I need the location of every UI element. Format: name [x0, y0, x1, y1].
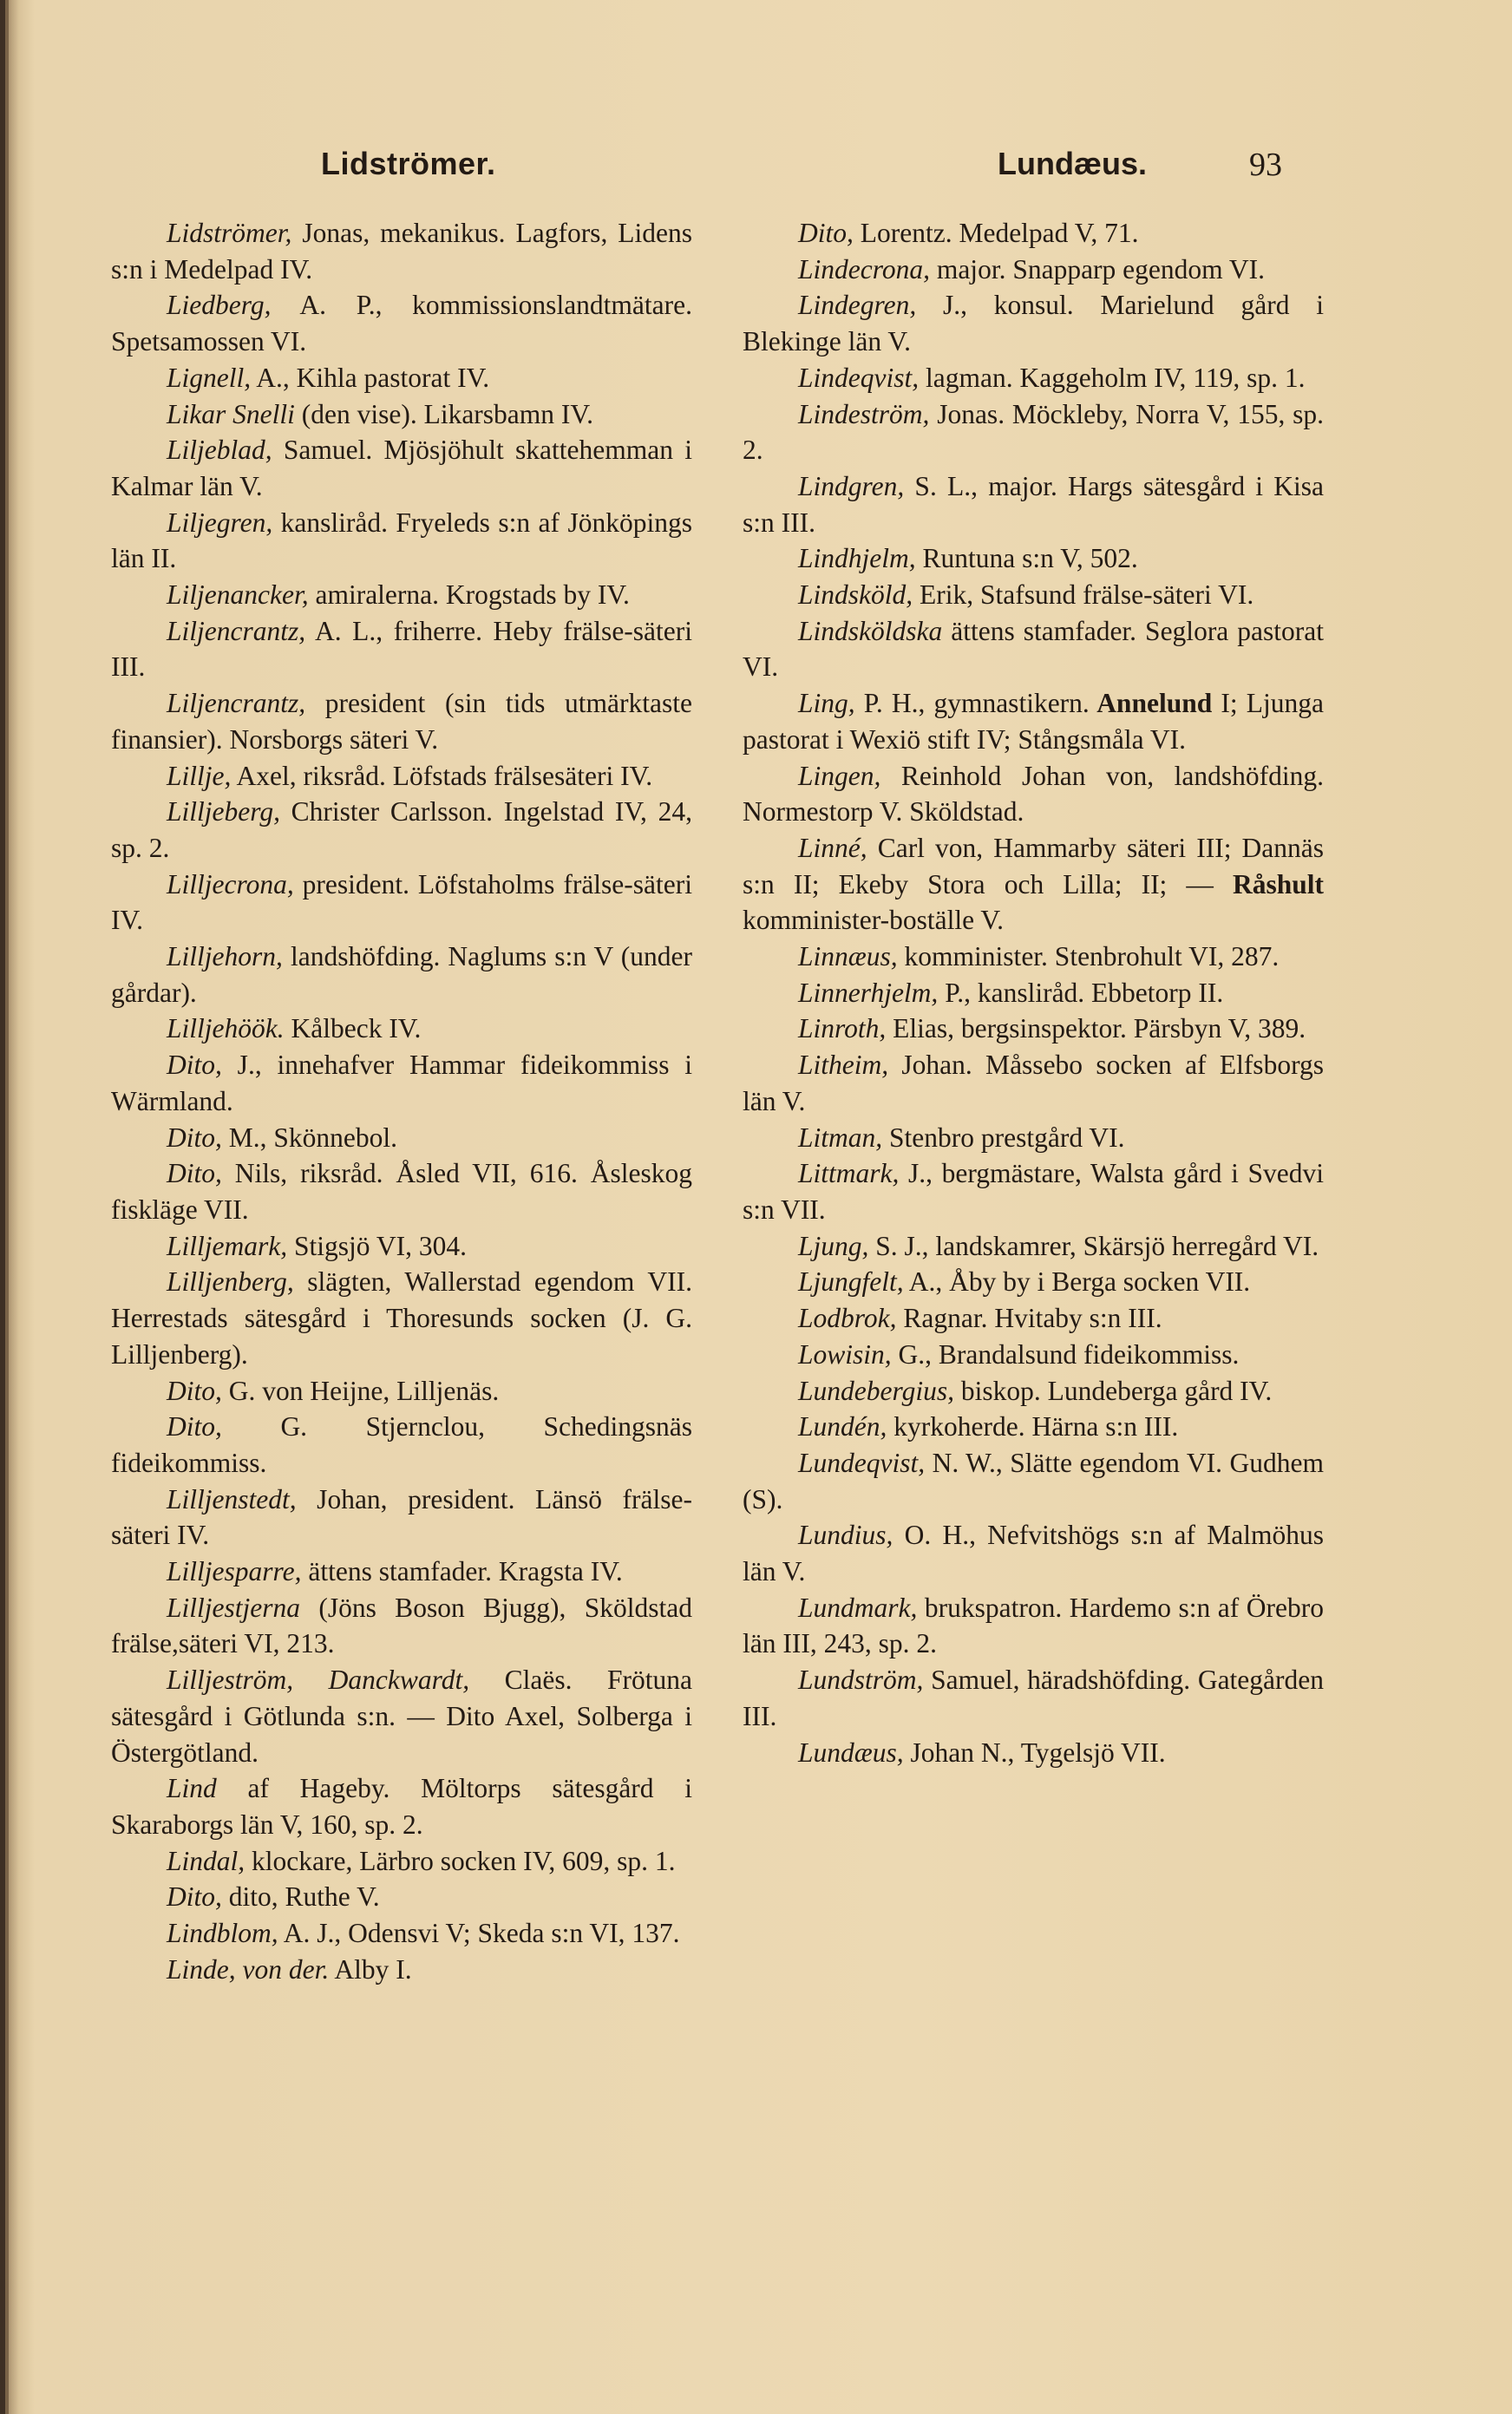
index-entry — [743, 1445, 1324, 1517]
entry-name: Lundebergius, — [798, 1375, 954, 1406]
index-entry — [743, 215, 1324, 252]
index-entry — [111, 1228, 692, 1265]
entry-name: Lundmark, — [798, 1592, 918, 1623]
entry-text: president (sin tids utmärktaste finansier). Norsborgs säteri V. — [111, 688, 692, 755]
index-entry — [111, 432, 692, 504]
index-entry — [743, 830, 1324, 939]
entry-text: brukspatron. Hardemo s:n af Örebro län III, 243, sp. 2. — [743, 1592, 1324, 1659]
entry-name: Dito, — [798, 218, 854, 248]
index-entry — [743, 1373, 1324, 1410]
entry-text: lagman. Kaggeholm IV, 119, sp. 1. — [919, 362, 1306, 393]
entry-name: Linnerhjelm, — [798, 977, 939, 1008]
index-entry — [111, 758, 692, 795]
entry-name: Lidströmer, — [167, 218, 292, 248]
entry-text: landshöfding. Naglums s:n V (under gårdar). — [111, 941, 692, 1008]
entry-text: Alby I. — [329, 1953, 412, 1985]
entry-text: Kålbeck IV. — [284, 1013, 422, 1044]
entry-name: Lundæus, — [798, 1737, 904, 1768]
entry-text: Axel, riksråd. Löfstads frälsesäteri IV. — [231, 760, 653, 791]
index-entry — [743, 287, 1324, 359]
index-entry — [111, 1011, 692, 1047]
entry-name: Linnæus, — [798, 941, 898, 972]
entry-name: Lowisin, — [798, 1338, 892, 1370]
entry-name: Lingen, — [798, 760, 881, 791]
index-entry — [743, 360, 1324, 396]
index-entry — [743, 1517, 1324, 1589]
header-left-word: Lidströmer. — [321, 146, 496, 181]
entry-name: Lindgren, — [798, 470, 905, 501]
entry-text: Reinhold Johan von, landshöfding. Normestorp V. Sköldstad. — [743, 760, 1324, 828]
entry-name: Lindal, — [167, 1845, 245, 1876]
index-entry — [743, 1662, 1324, 1734]
entry-name: Ling, — [798, 688, 855, 719]
entry-name: Lind — [167, 1773, 217, 1804]
entry-name: Ljungfelt, — [798, 1266, 904, 1298]
entry-text: G. von Heijne, Lilljenäs. — [221, 1375, 500, 1406]
index-entry — [743, 396, 1324, 468]
index-entry — [111, 1843, 692, 1880]
entry-text: komminister. Stenbrohult VI, 287. — [897, 941, 1280, 972]
index-entry — [743, 1228, 1324, 1265]
index-entry — [743, 758, 1324, 830]
entry-text: major. Snapparp egendom VI. — [929, 253, 1266, 285]
entry-text: Erik, Stafsund frälse-säteri VI. — [913, 579, 1254, 611]
index-entry — [111, 1554, 692, 1590]
index-entry — [743, 613, 1324, 685]
entry-name: Lilljehorn, — [167, 941, 283, 972]
entry-name: Dito, — [167, 1881, 222, 1913]
entry-name: Linné, — [798, 832, 867, 863]
left-column — [111, 215, 692, 1987]
index-entry — [111, 1047, 692, 1119]
index-entry — [111, 287, 692, 359]
entry-text: G. Stjernclou, Schedingsnäs fideikommiss. — [111, 1411, 692, 1478]
index-entry — [743, 1264, 1324, 1300]
entry-name: Lilljesparre, — [167, 1556, 302, 1587]
entry-name: Lilljehöök. — [167, 1013, 285, 1044]
index-entry — [111, 396, 692, 433]
index-entry — [743, 1120, 1324, 1156]
entry-text: P. H., gymnastikern. — [854, 688, 1090, 719]
entry-name: Dito, — [167, 1158, 222, 1189]
entry-name: Dito, — [167, 1375, 222, 1406]
entry-name: Lindegren, — [798, 290, 917, 321]
entry-text-continued: komminister-boställe V. — [743, 905, 1004, 936]
entry-text: kansliråd. Fryeleds s:n af Jönköpings län II. — [111, 507, 692, 574]
entry-text: J., innehafver Hammar fideikommiss i Wärmland. — [111, 1050, 692, 1116]
entry-name: Lundeqvist, — [798, 1447, 926, 1478]
entry-name: Lundström, — [798, 1665, 924, 1696]
entry-text-continued: I; Ljunga pastorat i Wexiö stift IV; Stångsmåla VI. — [743, 688, 1324, 755]
entry-name: Liljenancker, — [167, 579, 309, 611]
entry-name: Lilljeström, Danckwardt, — [167, 1665, 470, 1696]
index-entry — [743, 577, 1324, 613]
entry-text: Stigsjö VI, 304. — [287, 1230, 467, 1261]
entry-name: Linde, von der. — [167, 1953, 330, 1985]
index-entry — [111, 1952, 692, 1988]
index-entry — [111, 613, 692, 685]
entry-text: O. H., Nefvitshögs s:n af Malmöhus län V. — [743, 1520, 1324, 1587]
entry-text: Johan, president. Länsö frälse-säteri IV. — [111, 1483, 692, 1551]
entry-name: Lilljeberg, — [167, 796, 280, 828]
index-entry — [743, 1047, 1324, 1119]
entry-name: Lilljenstedt, — [167, 1483, 297, 1514]
entry-name: Lundén, — [798, 1411, 887, 1443]
index-entry — [111, 1373, 692, 1410]
entry-name: Lillje, — [167, 760, 232, 791]
entry-name: Lindeström, — [798, 398, 930, 429]
index-entry — [743, 468, 1324, 540]
entry-name: Lilljemark, — [167, 1230, 288, 1261]
entry-name: Litman, — [798, 1122, 883, 1153]
index-entry — [743, 975, 1324, 1011]
index-entry — [111, 1155, 692, 1227]
index-entry — [111, 1879, 692, 1915]
entry-text: Jonas. Möckleby, Norra V, 155, sp. 2. — [743, 398, 1324, 466]
index-entry — [111, 1590, 692, 1662]
entry-name: Lodbrok, — [798, 1303, 897, 1334]
entry-text: A. L., friherre. Heby frälse-säteri III. — [111, 615, 692, 683]
entry-name: Lindblom, — [167, 1918, 278, 1949]
entry-name: Dito, — [167, 1411, 222, 1443]
index-entry — [111, 505, 692, 577]
entry-text: Johan. Måssebo socken af Elfsborgs län V. — [743, 1050, 1324, 1116]
entry-text: Carl von, Hammarby säteri III; Dannäs s:n II; Ekeby Stora och Lilla; II; — — [743, 832, 1324, 900]
entry-text: Johan N., Tygelsjö VII. — [903, 1737, 1166, 1768]
index-entry — [111, 1120, 692, 1156]
index-entry — [111, 1482, 692, 1554]
index-entry — [743, 1590, 1324, 1662]
entry-text: klockare, Lärbro socken IV, 609, sp. 1. — [245, 1845, 676, 1876]
entry-name: Lindhjelm, — [798, 543, 916, 574]
entry-text: ättens stamfader. Kragsta IV. — [301, 1556, 623, 1587]
entry-name: Lilljenberg, — [167, 1266, 294, 1298]
index-entry — [743, 685, 1324, 757]
entry-name: Dito, — [167, 1050, 222, 1081]
index-entry — [111, 685, 692, 757]
entry-name: Lundius, — [798, 1520, 893, 1551]
entry-text: Claës. Frötuna sätesgård i Götlunda s:n. — Dito Axel, Solberga i Östergötland. — [111, 1665, 692, 1768]
index-entry — [743, 1409, 1324, 1445]
entry-bold-place: Annelund — [1089, 688, 1213, 719]
entry-text: N. W., Slätte egendom VI. Gudhem (S). — [743, 1447, 1324, 1514]
entry-text: Nils, riksråd. Åsled VII, 616. Åsleskog fiskläge VII. — [111, 1158, 692, 1225]
index-entry — [111, 1264, 692, 1372]
entry-text: S. J., landskamrer, Skärsjö herregård VI. — [868, 1230, 1319, 1261]
spine-edge — [0, 0, 21, 2414]
entry-text: Samuel. Mjösjöhult skattehemman i Kalmar län V. — [111, 435, 692, 501]
entry-name: Linroth, — [798, 1013, 887, 1044]
entry-text: president. Löfstaholms frälse-säteri IV. — [111, 868, 692, 936]
index-entry — [743, 939, 1324, 975]
index-entry — [111, 867, 692, 939]
entry-name: Litheim, — [798, 1050, 889, 1081]
entry-text: A., Kihla pastorat IV. — [251, 362, 490, 393]
entry-text: Ragnar. Hvitaby s:n III. — [896, 1303, 1162, 1334]
entry-text: S. L., major. Hargs sätesgård i Kisa s:n III. — [743, 470, 1324, 538]
entry-text: ättens stamfader. Seglora pastorat VI. — [743, 615, 1324, 683]
entry-text: Christer Carlsson. Ingelstad IV, 24, sp. 2. — [111, 796, 692, 863]
index-entry — [111, 1409, 692, 1481]
entry-text: M., Skönnebol. — [221, 1122, 398, 1153]
entry-text: A. J., Odensvi V; Skeda s:n VI, 137. — [278, 1918, 680, 1949]
index-entry — [111, 1770, 692, 1842]
entry-name: Littmark, — [798, 1158, 900, 1189]
entry-text: af Hageby. Möltorps sätesgård i Skaraborgs län V, 160, sp. 2. — [111, 1773, 692, 1840]
entry-text: A., Åby by i Berga socken VII. — [903, 1266, 1251, 1298]
entry-name: Likar Snelli — [167, 398, 295, 429]
index-entry — [111, 360, 692, 396]
entry-name: Lindecrona, — [798, 253, 930, 285]
entry-text: (Jöns Boson Bjugg), Sköldstad frälse,säteri VI, 213. — [111, 1592, 692, 1659]
index-entry — [743, 1735, 1324, 1771]
index-entry — [743, 540, 1324, 577]
entry-text: G., Brandalsund fideikommiss. — [891, 1338, 1240, 1370]
entry-text: slägten, Wallerstad egendom VII. Herrestads sätesgård i Thoresunds socken (J. G. Lilljenberg). — [111, 1266, 692, 1370]
entry-name: Liedberg, — [167, 290, 272, 321]
entry-text: A. P., kommissionslandtmätare. Spetsamossen VI. — [111, 290, 692, 357]
index-entry — [743, 252, 1324, 288]
entry-bold-place: Råshult — [1213, 868, 1324, 900]
index-entry — [743, 1155, 1324, 1227]
entry-text: Runtuna s:n V, 502. — [915, 543, 1138, 574]
entry-name: Liljencrantz, — [167, 688, 306, 719]
entry-name: Ljung, — [798, 1230, 869, 1261]
entry-name: Lindsköldska — [798, 615, 943, 646]
entry-text: Lorentz. Medelpad V, 71. — [853, 218, 1139, 248]
entry-text: Stenbro prestgård VI. — [882, 1122, 1125, 1153]
entry-text: Elias, bergsinspektor. Pärsbyn V, 389. — [886, 1013, 1306, 1044]
page-number: 93 — [1249, 147, 1282, 183]
entry-name: Dito, — [167, 1122, 222, 1153]
entry-name: Lilljecrona, — [167, 868, 294, 900]
entry-name: Lilljestjerna — [167, 1592, 301, 1623]
header-right-word: Lundæus. — [998, 146, 1147, 181]
entry-name: Lindsköld, — [798, 579, 913, 611]
index-entry — [111, 577, 692, 613]
entry-name: Lignell, — [167, 362, 252, 393]
index-entry — [111, 1915, 692, 1952]
entry-name: Liljeblad, — [167, 435, 272, 466]
entry-text: Jonas, mekanikus. Lagfors, Lidens s:n i Medelpad IV. — [111, 218, 692, 285]
index-entry — [743, 1337, 1324, 1373]
index-entry — [743, 1011, 1324, 1047]
index-entry — [743, 1300, 1324, 1337]
entry-text: P., kansliråd. Ebbetorp II. — [938, 977, 1224, 1008]
right-column — [743, 215, 1324, 1770]
entry-text: J., konsul. Marielund gård i Blekinge län V. — [743, 290, 1324, 357]
running-header — [0, 146, 1512, 189]
index-entry — [111, 1662, 692, 1770]
entry-text: amiralerna. Krogstads by IV. — [308, 579, 630, 611]
entry-name: Lindeqvist, — [798, 362, 920, 393]
entry-text: kyrkoherde. Härna s:n III. — [887, 1411, 1179, 1443]
entry-text: Samuel, häradshöfding. Gategården III. — [743, 1665, 1324, 1731]
entry-text: J., bergmästare, Walsta gård i Svedvi s:n VII. — [743, 1158, 1324, 1225]
index-entry — [111, 215, 692, 287]
entry-text: (den vise). Likarsbamn IV. — [294, 398, 593, 429]
entry-text: dito, Ruthe V. — [221, 1881, 380, 1913]
index-entry — [111, 794, 692, 866]
entry-name: Liljencrantz, — [167, 615, 306, 646]
entry-text: biskop. Lundeberga gård IV. — [953, 1375, 1273, 1406]
entry-name: Liljegren, — [167, 507, 273, 538]
index-entry — [111, 939, 692, 1011]
